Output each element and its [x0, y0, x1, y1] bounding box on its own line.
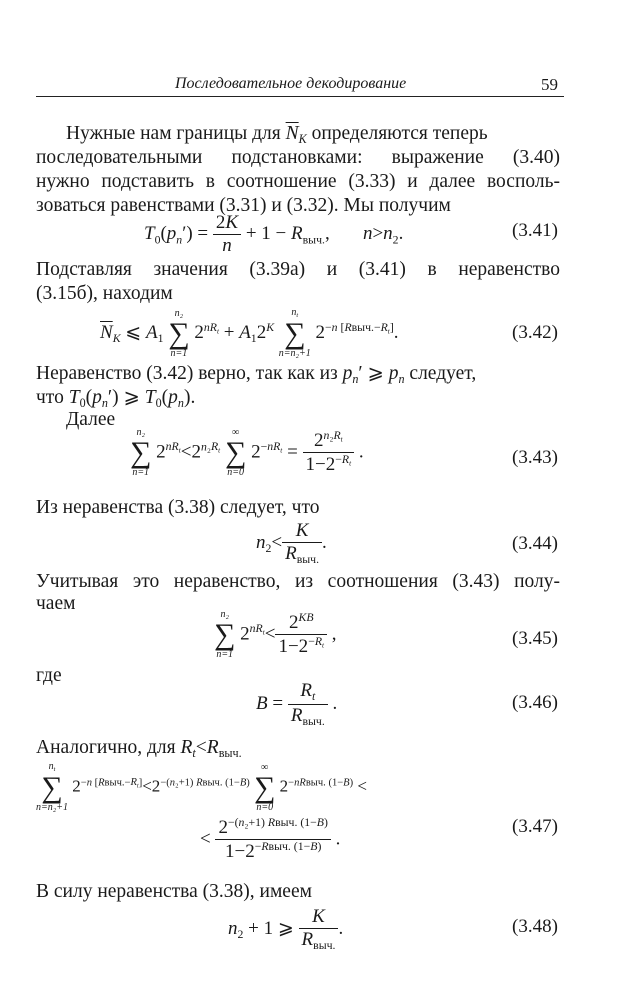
paragraph-8: Аналогично, для $R_t<R_{выч.}$ — [36, 737, 242, 761]
equation-number-3-43: (3.43) — [512, 447, 558, 468]
paragraph-5: Из неравенства (3.38) следует, что — [36, 497, 320, 518]
equation-number-3-45: (3.45) — [512, 628, 558, 649]
paragraph-2-line-2: (3.15б), находим — [36, 283, 173, 304]
equation-3-43: n₂ ∑ n=1 $2^{nR_t}<2^{n_2R_t}$ ∞ ∑ n=0 $2^{-nR_t}$ = $\frac{2^{n_2R_t}}{1-2^{-R_t}}$ . — [130, 427, 364, 478]
equation-number-3-41: (3.41) — [512, 220, 558, 241]
paragraph-4: Далее — [66, 409, 116, 430]
equation-3-44: $n_2<$ $\frac{K}{R_{выч.}}$ . — [256, 520, 327, 566]
equation-3-41: $T_0(p_n')$ = $\frac{2K}{n}$ + $1 - R_{выч.}$, $n>n_2$. — [144, 212, 404, 256]
equation-3-45: n₂ ∑ n=1 $2^{nR_t}<$ $\frac{2^{KB}}{1-2^{-R_t}}$ , — [214, 609, 337, 660]
paragraph-3-line-1: Неравенство (3.42) верно, так как из $p_n'$ ⩾ $p_n$ следует, — [36, 363, 477, 387]
paragraph-6-line-2: чаем — [36, 593, 76, 614]
paragraph-9: В силу неравенства (3.38), имеем — [36, 881, 312, 902]
equation-3-47-line-1: $n_t$ ∑ n=n₂+1 $2^{-n [Rвыч.-R_t]}<2^{-(n_2+1) Rвыч. (1-B)}$ ∞ ∑ n=0 $2^{-nRвыч. (1-B)}$ < — [36, 761, 367, 814]
equation-3-46: B = $\frac{R_t}{R_{выч.}}$ . — [256, 680, 338, 728]
equation-number-3-47: (3.47) — [512, 816, 558, 837]
paragraph-1-line-1: Нужные нам границы для $\overline{N}_K$ определяются теперь — [66, 123, 488, 147]
equation-number-3-48: (3.48) — [512, 916, 558, 937]
equation-number-3-42: (3.42) — [512, 322, 558, 343]
page-number: 59 — [541, 75, 558, 94]
paragraph-7: где — [36, 665, 62, 686]
paragraph-6-line-1: Учитывая это неравенство, из соотношения (3.43) полу- — [36, 571, 560, 592]
equation-number-3-44: (3.44) — [512, 533, 558, 554]
header-rule — [36, 96, 564, 97]
paragraph-1-line-2: последовательными подстановками: выражение (3.40) — [36, 147, 560, 168]
equation-3-48: $n_2 + 1$ ⩾ $\frac{K}{R_{выч.}}$ . — [228, 906, 344, 952]
equation-3-47-line-2: < $\frac{2^{-(n_2+1) Rвыч. (1-B)}}{1-2^{-Rвыч. (1-B)}}$ . — [200, 816, 341, 862]
equation-number-3-46: (3.46) — [512, 692, 558, 713]
paragraph-2-line-1: Подставляя значения (3.39а) и (3.41) в неравенство — [36, 259, 560, 280]
paragraph-3-line-2: что $T_0(p_n')$ ⩾ $T_0(p_n)$. — [36, 387, 196, 411]
paragraph-1-line-3: нужно подставить в соотношение (3.33) и далее восполь- — [36, 171, 560, 192]
paragraph-1-line-4: зоваться равенствами (3.31) и (3.32). Мы получим — [36, 195, 451, 216]
equation-3-42: $\overline{N}_K$ ⩽ $A_1$ n₂ ∑ n=1 $2^{nR_t} + A_12^K$ $n_t$ ∑ n=n₂+1 $2^{-n [Rвыч.-R_t]}$. — [100, 307, 399, 360]
running-title: Последовательное декодирование — [175, 75, 407, 92]
